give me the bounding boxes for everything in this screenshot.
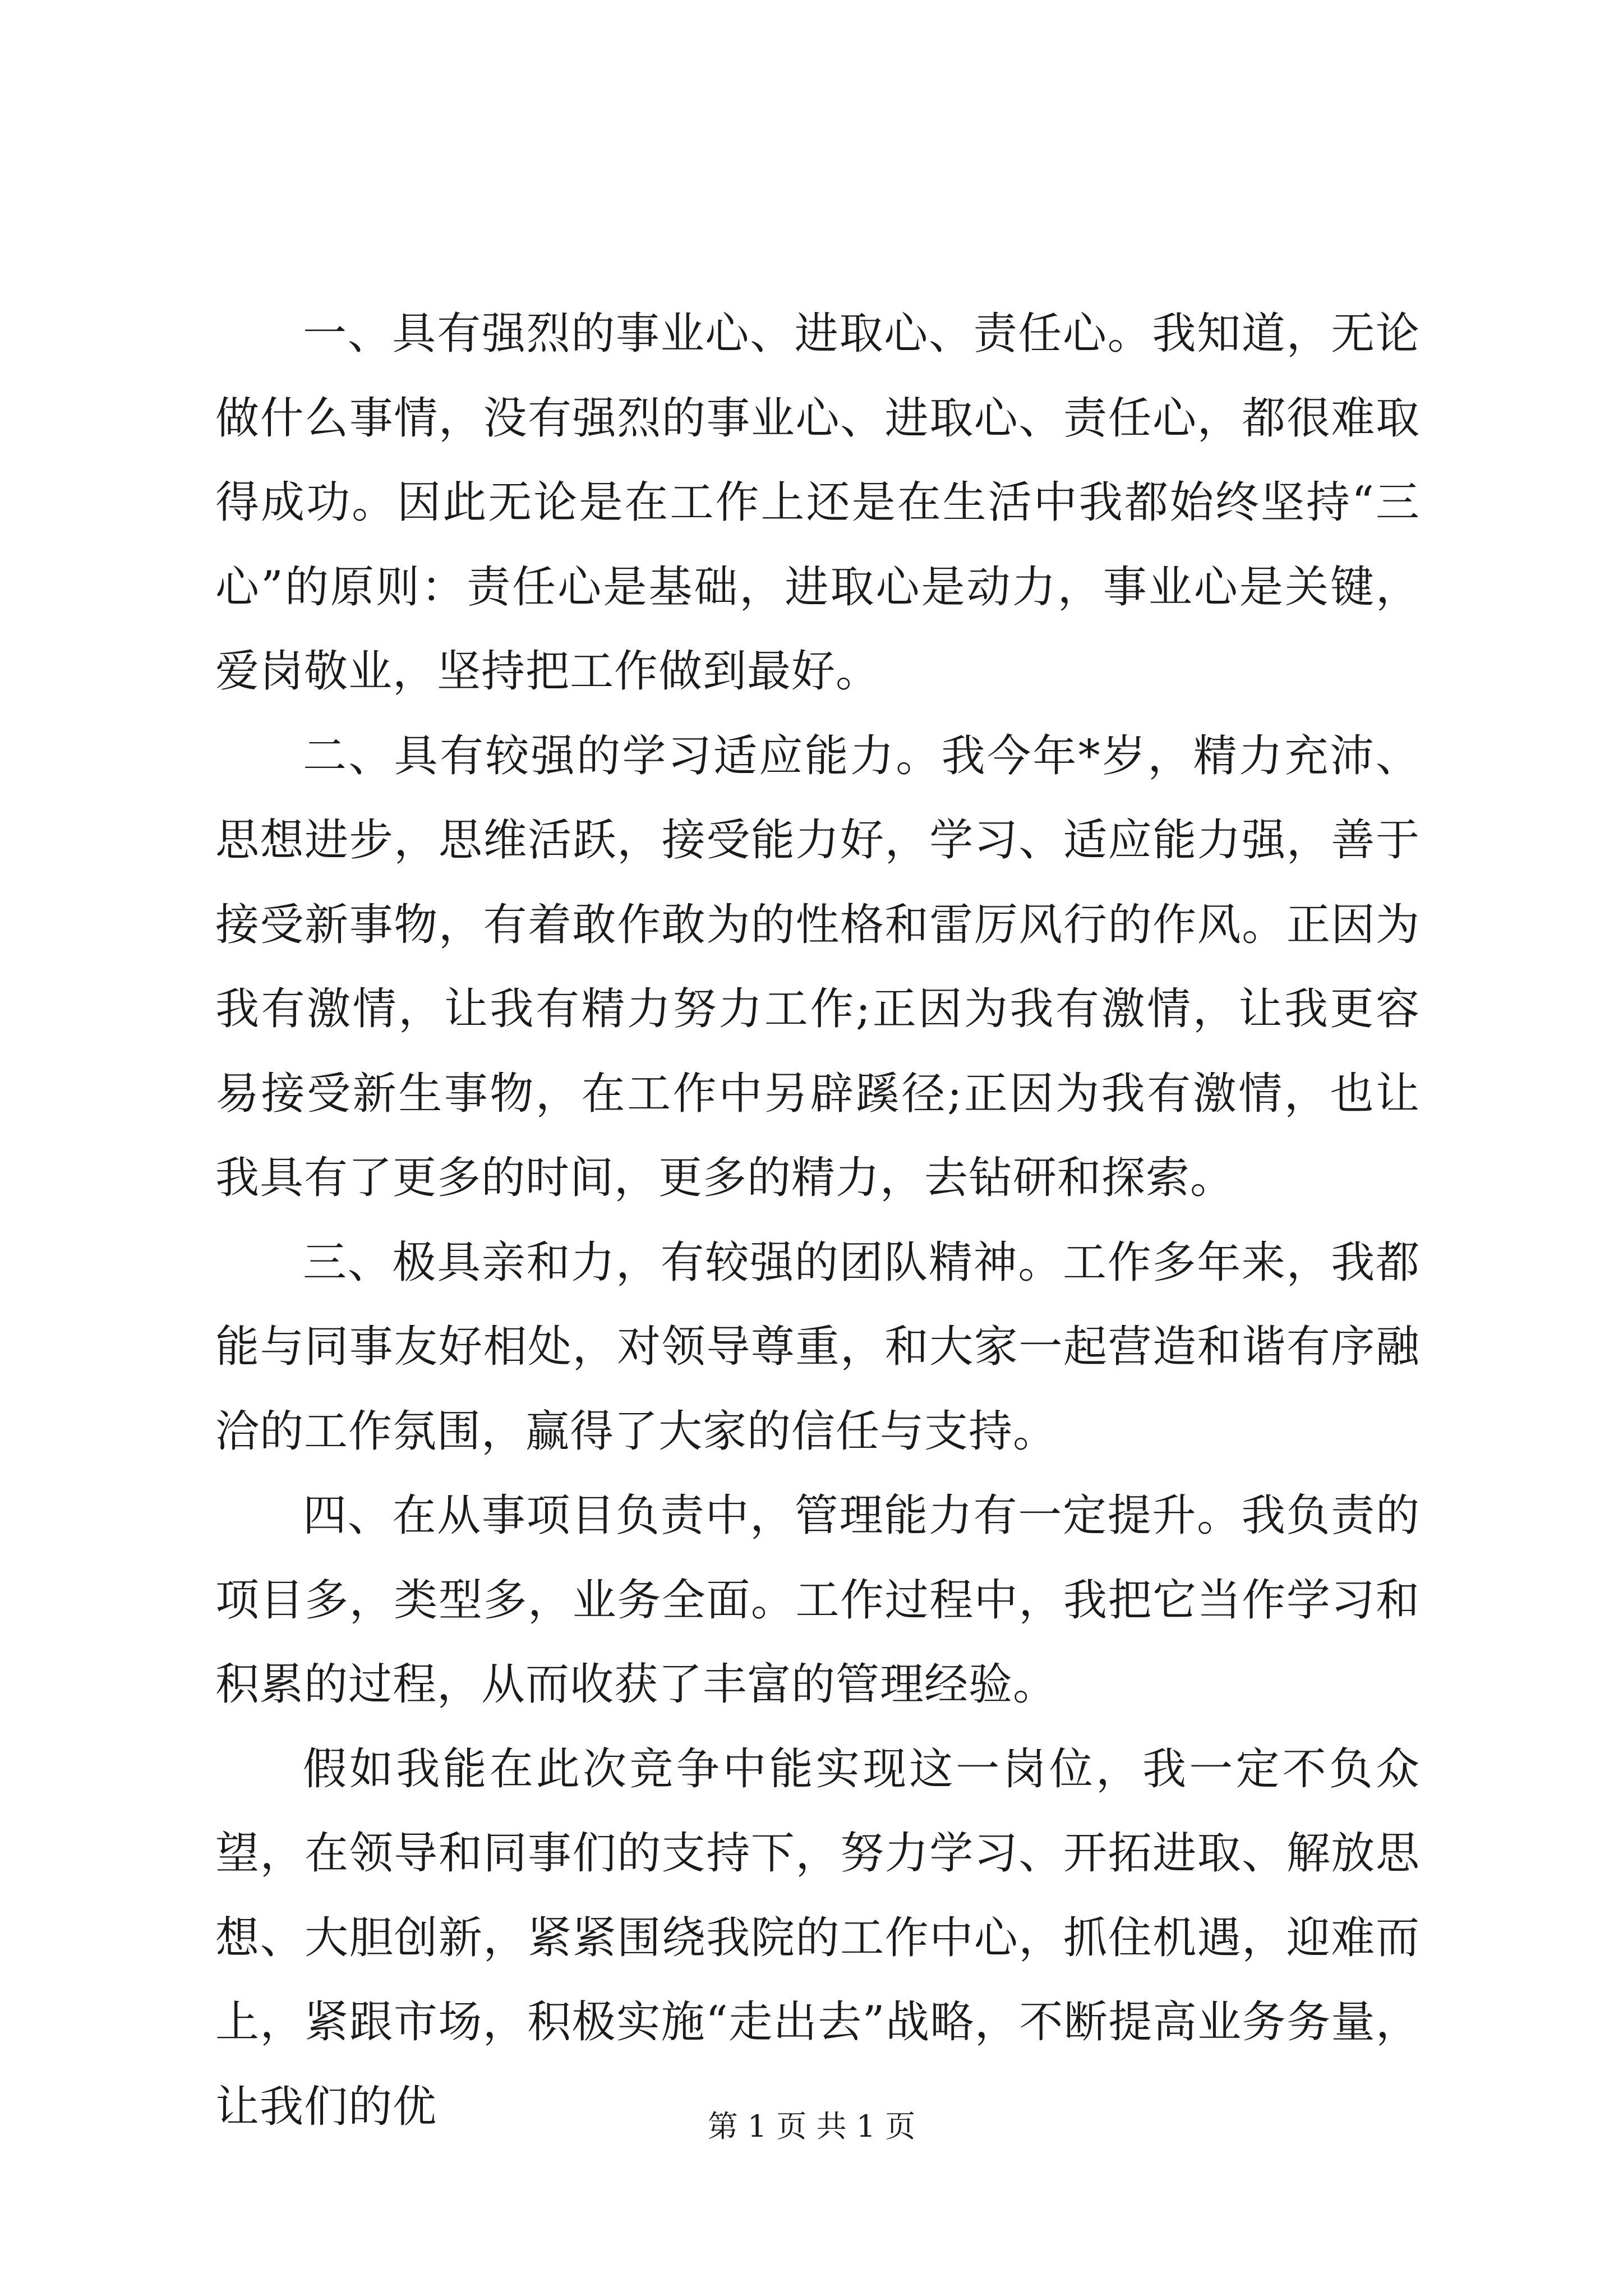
paragraph-5: 假如我能在此次竞争中能实现这一岗位，我一定不负众望，在领导和同事们的支持下，努力学习、开拓进取、解放思想、大胆创新，紧紧围绕我院的工作中心，抓住机遇，迎难而上，紧跟市场，积极实施“走出去”战略，不断提高业务务量，让我们的优 (215, 1743, 1420, 2132)
paragraph-3: 三、极具亲和力，有较强的团队精神。工作多年来，我都能与同事友好相处，对领导尊重，和大家一起营造和谐有序融洽的工作氛围，赢得了大家的信任与支持。 (215, 1237, 1420, 1457)
document-body (215, 292, 1420, 2149)
page-number-label: 第 1 页 共 1 页 (707, 2109, 916, 2144)
paragraph-2: 二、具有较强的学习适应能力。我今年*岁，精力充沛、思想进步，思维活跃，接受能力好，学习、适应能力强，善于接受新事物，有着敢作敢为的性格和雷厉风行的作风。正因为我有激情，让我有精力努力工作;正因为我有激情，让我更容易接受新生事物，在工作中另辟蹊径;正因为我有激情，也让我具有了更多的时间，更多的精力，去钻研和探索。 (215, 730, 1420, 1203)
paragraph-4: 四、在从事项目负责中，管理能力有一定提升。我负责的项目多，类型多，业务全面。工作过程中，我把它当作学习和积累的过程，从而收获了丰富的管理经验。 (215, 1490, 1420, 1710)
paragraph-1: 一、具有强烈的事业心、进取心、责任心。我知道，无论做什么事情，没有强烈的事业心、进取心、责任心，都很难取得成功。因此无论是在工作上还是在生活中我都始终坚持“三心”的原则：责任心是基础，进取心是动力，事业心是关键，爱岗敬业，坚持把工作做到最好。 (215, 309, 1420, 697)
page-footer (0, 2102, 1623, 2146)
